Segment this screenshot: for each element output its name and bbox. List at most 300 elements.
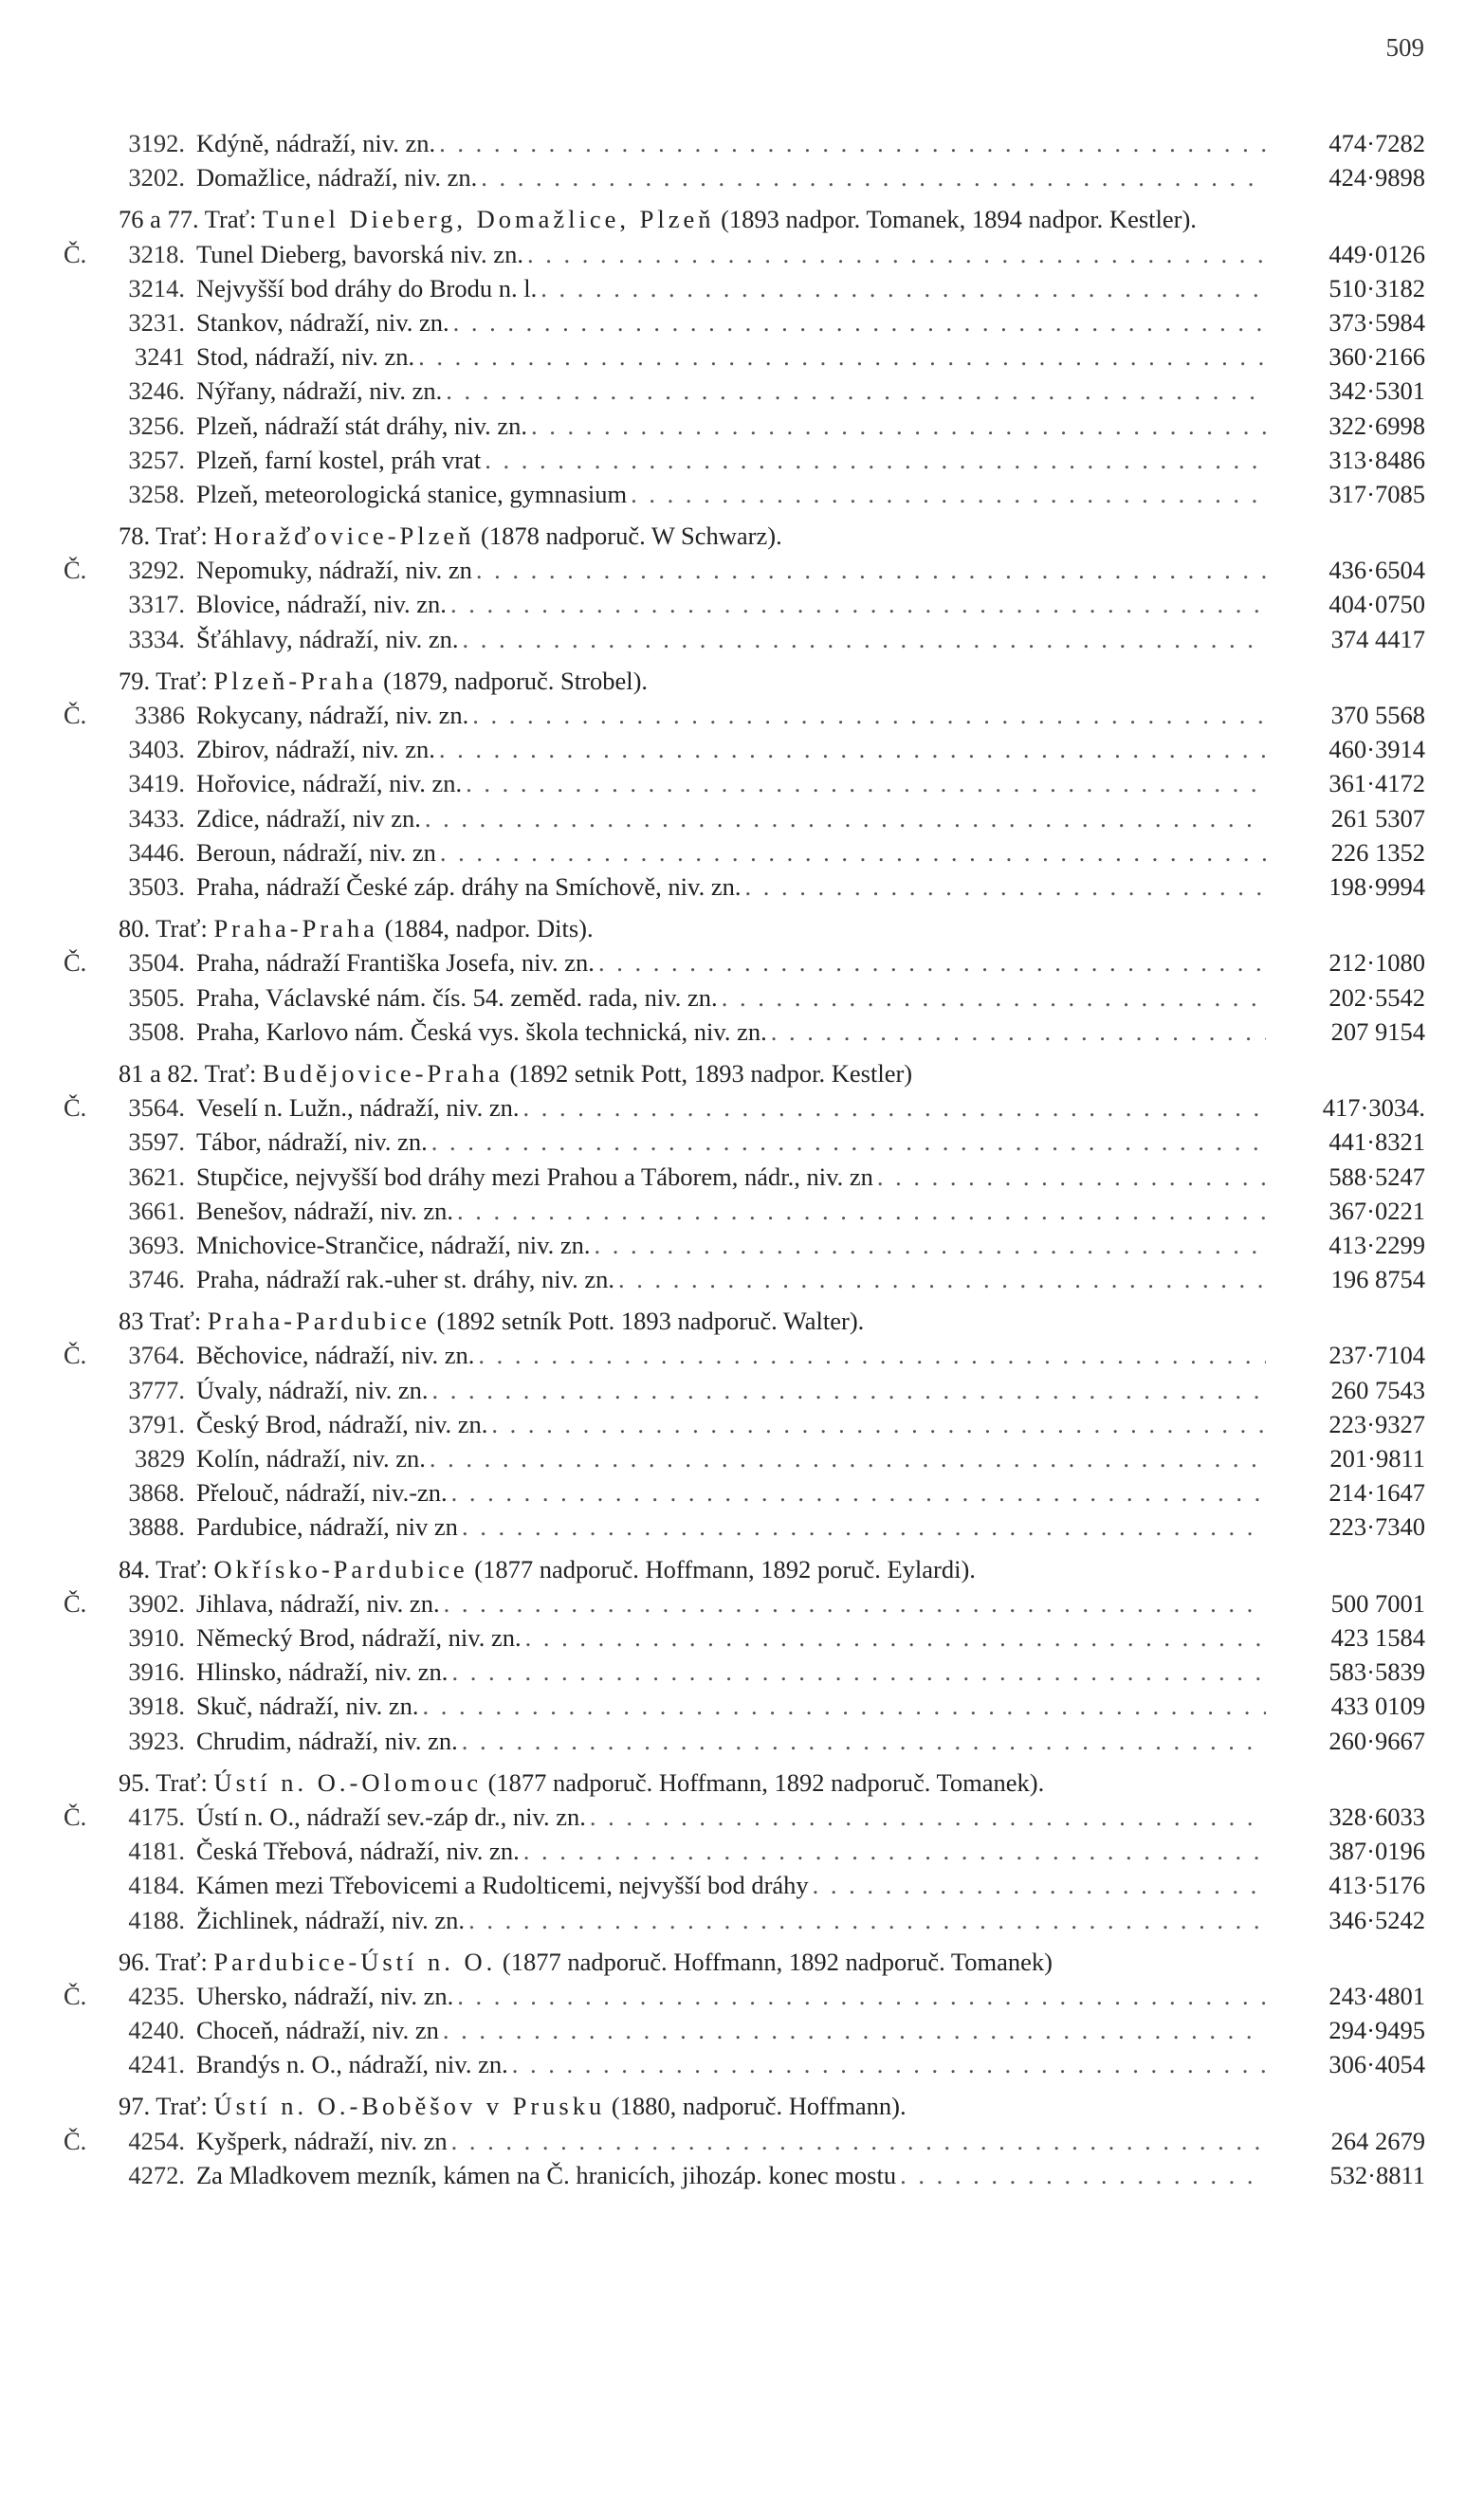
benchmark-id <box>62 945 196 979</box>
benchmark-id <box>62 2013 196 2047</box>
leader-dots <box>448 1655 1266 1689</box>
benchmark-number: 4181. <box>128 1837 185 1866</box>
benchmark-id <box>62 1868 196 1902</box>
benchmark-prefix: Č. <box>64 1588 87 1618</box>
route-section <box>62 1304 1425 1544</box>
benchmark-row <box>62 160 1425 194</box>
leader-dots <box>419 1689 1266 1723</box>
route-label: Trať: <box>204 205 257 234</box>
benchmark-location: Nepomuky, nádraží, niv. zn <box>196 556 472 585</box>
route-name: Praha-Praha <box>213 914 378 943</box>
benchmark-location: Zbirov, nádraží, niv. zn. <box>196 735 435 764</box>
benchmark-location: Praha, nádraží Františka Josefa, niv. zn. <box>196 948 595 978</box>
benchmark-id <box>62 1228 196 1262</box>
route-number: 95. <box>119 1767 151 1797</box>
elevation-value: 223·7340 <box>1328 1512 1425 1542</box>
benchmark-number: 4254. <box>128 2126 185 2155</box>
benchmark-row <box>62 1620 1425 1655</box>
benchmark-id <box>62 237 196 271</box>
route-number: 79. <box>119 666 151 695</box>
benchmark-location: Rokycany, nádraží, niv. zn. <box>196 701 469 730</box>
benchmark-location: Mnichovice-Strančice, nádraží, niv. zn. <box>196 1230 591 1259</box>
benchmark-number: 3504. <box>128 948 185 978</box>
route-section <box>62 202 1425 511</box>
route-heading <box>62 1766 1425 1800</box>
elevation-value: 449·0126 <box>1328 239 1425 268</box>
route-section <box>62 1552 1425 1758</box>
benchmark-id <box>62 1586 196 1620</box>
elevation-value: 214·1647 <box>1328 1478 1425 1508</box>
route-label: Trať: <box>156 666 208 695</box>
benchmark-location: Brandýs n. O., nádraží, niv. zn. <box>196 2050 508 2079</box>
leader-dots <box>873 1160 1266 1194</box>
benchmark-id <box>62 1689 196 1723</box>
benchmark-location: Zdice, nádraží, niv zn. <box>196 803 421 833</box>
route-name: Plzeň-Praha <box>213 666 377 695</box>
benchmark-id <box>62 2124 196 2158</box>
elevation-value: 196 8754 <box>1330 1265 1425 1294</box>
elevation-value: 510·3182 <box>1328 273 1425 302</box>
leader-dots <box>767 1015 1266 1049</box>
route-heading <box>62 202 1425 236</box>
benchmark-number: 4188. <box>128 1905 185 1934</box>
benchmark-number: 3192. <box>128 129 185 157</box>
elevation-value: 328·6033 <box>1328 1802 1425 1831</box>
benchmark-prefix: Č. <box>64 1341 87 1370</box>
benchmark-id <box>62 980 196 1015</box>
benchmark-id <box>62 1125 196 1159</box>
route-name: Tunel Dieberg, Domažlice, Plzeň <box>262 205 715 234</box>
benchmark-row <box>62 1228 1425 1262</box>
benchmark-row <box>62 766 1425 800</box>
leader-dots <box>896 2158 1266 2192</box>
benchmark-row <box>62 1655 1425 1689</box>
benchmark-row <box>62 339 1425 374</box>
leader-dots <box>453 1979 1266 2013</box>
benchmark-location: Chrudim, nádraží, niv. zn. <box>196 1726 458 1755</box>
elevation-value: 583·5839 <box>1328 1657 1425 1687</box>
benchmark-location: Úvaly, nádraží, niv. zn. <box>196 1375 429 1404</box>
benchmark-number: 3923. <box>128 1726 185 1755</box>
elevation-value: 413·5176 <box>1328 1871 1425 1900</box>
route-label: Trať: <box>156 2092 208 2121</box>
benchmark-row <box>62 732 1425 766</box>
elevation-value: 294·9495 <box>1328 2016 1425 2045</box>
benchmark-row <box>62 1441 1425 1475</box>
elevation-value: 460·3914 <box>1328 735 1425 764</box>
benchmark-row <box>62 1090 1425 1125</box>
benchmark-row <box>62 945 1425 979</box>
benchmark-number: 3202. <box>128 163 185 192</box>
benchmark-row <box>62 698 1425 732</box>
route-section <box>62 519 1425 656</box>
benchmark-location: Hořovice, nádraží, niv. zn. <box>196 769 463 798</box>
elevation-value: 423 1584 <box>1330 1622 1425 1652</box>
benchmark-row <box>62 587 1425 621</box>
benchmark-id <box>62 1979 196 2013</box>
benchmark-row <box>62 305 1425 339</box>
benchmark-id <box>62 305 196 339</box>
benchmark-row <box>62 835 1425 869</box>
elevation-value: 370 5568 <box>1330 701 1425 730</box>
elevation-value: 346·5242 <box>1328 1905 1425 1934</box>
leader-dots <box>595 945 1266 979</box>
benchmark-location: Benešov, nádraží, niv. zn. <box>196 1196 454 1225</box>
benchmark-id <box>62 801 196 835</box>
leader-dots <box>520 1834 1266 1868</box>
route-label: Trať: <box>156 522 208 551</box>
benchmark-id <box>62 1194 196 1228</box>
elevation-value: 322·6998 <box>1328 411 1425 440</box>
benchmark-id <box>62 1620 196 1655</box>
route-number: 76 a 77. <box>119 205 199 234</box>
benchmark-id <box>62 587 196 621</box>
benchmark-number: 3661. <box>128 1196 185 1225</box>
route-name: Praha-Pardubice <box>207 1307 431 1336</box>
benchmark-number: 3214. <box>128 273 185 302</box>
elevation-value: 436·6504 <box>1328 556 1425 585</box>
elevation-value: 360·2166 <box>1328 342 1425 372</box>
benchmark-location: Choceň, nádraží, niv. zn <box>196 2016 439 2045</box>
benchmark-list <box>62 126 1425 2192</box>
benchmark-id <box>62 1338 196 1372</box>
benchmark-prefix: Č. <box>64 701 87 730</box>
benchmark-id <box>62 1160 196 1194</box>
benchmark-location: Skuč, nádraží, niv. zn. <box>196 1692 419 1721</box>
leader-dots <box>414 339 1266 374</box>
route-label: Trať: <box>149 1307 202 1336</box>
benchmark-location: Stupčice, nejvyšší bod dráhy mezi Prahou a Táborem, nádr., niv. zn <box>196 1162 873 1191</box>
benchmark-row <box>62 409 1425 443</box>
elevation-value: 387·0196 <box>1328 1837 1425 1866</box>
benchmark-number: 4272. <box>128 2160 185 2189</box>
benchmark-id <box>62 126 196 160</box>
benchmark-prefix: Č. <box>64 948 87 978</box>
benchmark-number: 4184. <box>128 1871 185 1900</box>
benchmark-number: 3902. <box>128 1588 185 1618</box>
benchmark-id <box>62 443 196 477</box>
route-note: (1878 nadporuč. W Schwarz). <box>481 522 782 551</box>
benchmark-id <box>62 622 196 656</box>
benchmark-row <box>62 1979 1425 2013</box>
benchmark-number: 3256. <box>128 411 185 440</box>
benchmark-row <box>62 2158 1425 2192</box>
route-note: (1892 setník Pott. 1893 nadporuč. Walter). <box>436 1307 865 1336</box>
route-heading <box>62 1304 1425 1338</box>
route-number: 78. <box>119 522 151 551</box>
benchmark-row <box>62 1475 1425 1510</box>
benchmark-row <box>62 1724 1425 1758</box>
route-note: (1893 nadpor. Tomanek, 1894 nadpor. Kestler). <box>721 205 1197 234</box>
route-number: 84. <box>119 1554 151 1583</box>
benchmark-id <box>62 1903 196 1937</box>
route-heading <box>62 664 1425 698</box>
leader-dots <box>458 622 1266 656</box>
leader-dots <box>718 980 1266 1015</box>
benchmark-id <box>62 1655 196 1689</box>
elevation-value: 260 7543 <box>1330 1375 1425 1404</box>
benchmark-row <box>62 980 1425 1015</box>
elevation-value: 441·8321 <box>1328 1127 1425 1157</box>
benchmark-number: 4241. <box>128 2050 185 2079</box>
benchmark-row <box>62 1373 1425 1407</box>
benchmark-row <box>62 2124 1425 2158</box>
leader-dots <box>522 1620 1266 1655</box>
elevation-value: 226 1352 <box>1330 837 1425 867</box>
route-heading <box>62 1552 1425 1586</box>
benchmark-id <box>62 160 196 194</box>
elevation-value: 223·9327 <box>1328 1409 1425 1438</box>
benchmark-row <box>62 869 1425 904</box>
benchmark-number: 3693. <box>128 1230 185 1259</box>
route-section <box>62 2089 1425 2192</box>
route-name: Ústí n. O.-Olomouc <box>213 1767 482 1797</box>
leader-dots <box>458 1510 1266 1544</box>
elevation-value: 207 9154 <box>1330 1016 1425 1046</box>
route-heading <box>62 1945 1425 1979</box>
leader-dots <box>627 477 1266 511</box>
route-label: Trať: <box>156 1767 208 1797</box>
leader-dots <box>472 553 1266 587</box>
benchmark-row <box>62 1194 1425 1228</box>
leader-dots <box>442 374 1266 408</box>
benchmark-row <box>62 1125 1425 1159</box>
leader-dots <box>458 1724 1266 1758</box>
benchmark-number: 3334. <box>128 624 185 653</box>
elevation-value: 306·4054 <box>1328 2050 1425 2079</box>
leader-dots <box>487 1407 1266 1441</box>
benchmark-row <box>62 1015 1425 1049</box>
benchmark-prefix: Č. <box>64 1802 87 1831</box>
benchmark-id <box>62 1262 196 1296</box>
benchmark-number: 4240. <box>128 2016 185 2045</box>
route-name: Budějovice-Praha <box>262 1058 504 1088</box>
benchmark-id <box>62 1800 196 1834</box>
leader-dots <box>741 869 1266 904</box>
benchmark-id <box>62 271 196 305</box>
leader-dots <box>436 835 1266 869</box>
benchmark-id <box>62 1373 196 1407</box>
benchmark-number: 4175. <box>128 1802 185 1831</box>
benchmark-location: Kyšperk, nádraží, niv. zn <box>196 2126 448 2155</box>
benchmark-number: 3292. <box>128 556 185 585</box>
benchmark-location: Šťáhlavy, nádraží, niv. zn. <box>196 624 459 653</box>
leader-dots <box>448 2124 1266 2158</box>
route-section <box>62 126 1425 194</box>
route-heading <box>62 911 1425 945</box>
benchmark-location: Beroun, nádraží, niv. zn <box>196 837 436 867</box>
leader-dots <box>591 1228 1267 1262</box>
route-number: 80. <box>119 914 151 943</box>
leader-dots <box>468 698 1266 732</box>
benchmark-row <box>62 1407 1425 1441</box>
leader-dots <box>519 1090 1266 1125</box>
benchmark-row <box>62 1800 1425 1834</box>
elevation-value: 413·2299 <box>1328 1230 1425 1259</box>
benchmark-row <box>62 1868 1425 1902</box>
benchmark-prefix: Č. <box>64 239 87 268</box>
leader-dots <box>421 801 1266 835</box>
benchmark-location: Za Mladkovem mezník, kámen na Č. hranicích, jihozáp. konec mostu <box>196 2160 897 2189</box>
benchmark-number: 3386 <box>135 701 185 730</box>
route-number: 97. <box>119 2092 151 2121</box>
benchmark-id <box>62 835 196 869</box>
benchmark-row <box>62 1338 1425 1372</box>
route-label: Trať: <box>204 1058 257 1088</box>
route-number: 96. <box>119 1947 151 1976</box>
benchmark-number: 3918. <box>128 1692 185 1721</box>
benchmark-number: 3505. <box>128 982 185 1012</box>
leader-dots <box>508 2047 1266 2081</box>
route-note: (1877 nadporuč. Hoffmann, 1892 nadporuč. Tomanek) <box>502 1947 1053 1976</box>
benchmark-number: 3597. <box>128 1127 185 1157</box>
benchmark-number: 3258. <box>128 479 185 508</box>
route-note: (1879, nadporuč. Strobel). <box>383 666 649 695</box>
elevation-value: 532·8811 <box>1329 2160 1425 2189</box>
benchmark-row <box>62 801 1425 835</box>
benchmark-location: Domažlice, nádraží, niv. zn. <box>196 163 478 192</box>
elevation-value: 313·8486 <box>1328 445 1425 474</box>
elevation-value: 201·9811 <box>1329 1444 1425 1473</box>
elevation-value: 417·3034. <box>1322 1093 1425 1123</box>
elevation-value: 404·0750 <box>1328 590 1425 619</box>
route-section <box>62 1056 1425 1296</box>
leader-dots <box>477 160 1266 194</box>
benchmark-number: 3257. <box>128 445 185 474</box>
leader-dots <box>429 1373 1266 1407</box>
benchmark-row <box>62 1903 1425 1937</box>
route-label: Trať: <box>156 1947 208 1976</box>
benchmark-location: Český Brod, nádraží, niv. zn. <box>196 1409 488 1438</box>
route-number: 83 <box>119 1307 144 1336</box>
benchmark-number: 3446. <box>128 837 185 867</box>
leader-dots <box>435 732 1266 766</box>
route-heading <box>62 519 1425 553</box>
benchmark-number: 3246. <box>128 376 185 406</box>
leader-dots <box>537 271 1266 305</box>
leader-dots <box>474 1338 1266 1372</box>
elevation-value: 588·5247 <box>1328 1162 1425 1191</box>
benchmark-number: 3916. <box>128 1657 185 1687</box>
elevation-value: 212·1080 <box>1328 948 1425 978</box>
benchmark-location: Kdýně, nádraží, niv. zn. <box>196 129 436 157</box>
benchmark-row <box>62 2047 1425 2081</box>
benchmark-location: Česká Třebová, nádraží, niv. zn. <box>196 1837 520 1866</box>
elevation-value: 424·9898 <box>1328 163 1425 192</box>
elevation-value: 260·9667 <box>1328 1726 1425 1755</box>
benchmark-number: 3621. <box>128 1162 185 1191</box>
benchmark-location: Kámen mezi Třebovicemi a Rudolticemi, nejvyšší bod dráhy <box>196 1871 809 1900</box>
route-heading <box>62 2089 1425 2123</box>
benchmark-row <box>62 477 1425 511</box>
leader-dots <box>440 1586 1266 1620</box>
benchmark-location: Stod, nádraží, niv. zn. <box>196 342 415 372</box>
route-name: Okřísko-Pardubice <box>213 1554 468 1583</box>
benchmark-location: Pardubice, nádraží, niv zn <box>196 1512 458 1542</box>
elevation-value: 367·0221 <box>1328 1196 1425 1225</box>
benchmark-id <box>62 374 196 408</box>
benchmark-location: Německý Brod, nádraží, niv. zn. <box>196 1622 522 1652</box>
benchmark-number: 3231. <box>128 307 185 337</box>
benchmark-id <box>62 2158 196 2192</box>
route-number: 81 a 82. <box>119 1058 199 1088</box>
leader-dots <box>614 1262 1266 1296</box>
benchmark-id <box>62 339 196 374</box>
benchmark-location: Blovice, nádraží, niv. zn. <box>196 590 447 619</box>
route-section <box>62 664 1425 904</box>
elevation-value: 202·5542 <box>1328 982 1425 1012</box>
elevation-value: 500 7001 <box>1330 1588 1425 1618</box>
elevation-value: 317·7085 <box>1328 479 1425 508</box>
benchmark-location: Veselí n. Lužn., nádraží, niv. zn. <box>196 1093 520 1123</box>
benchmark-location: Jihlava, nádraží, niv. zn. <box>196 1588 440 1618</box>
elevation-value: 264 2679 <box>1330 2126 1425 2155</box>
elevation-value: 261 5307 <box>1330 803 1425 833</box>
leader-dots <box>462 766 1266 800</box>
benchmark-row <box>62 443 1425 477</box>
leader-dots <box>435 126 1266 160</box>
route-heading <box>62 1056 1425 1090</box>
leader-dots <box>426 1441 1266 1475</box>
elevation-value: 361·4172 <box>1328 769 1425 798</box>
benchmark-location: Praha, nádraží rak.-uher st. dráhy, niv. zn. <box>196 1265 615 1294</box>
benchmark-id <box>62 477 196 511</box>
benchmark-number: 3764. <box>128 1341 185 1370</box>
benchmark-number: 3777. <box>128 1375 185 1404</box>
benchmark-row <box>62 622 1425 656</box>
route-note: (1877 nadporuč. Hoffmann, 1892 poruč. Eylardi). <box>474 1554 976 1583</box>
benchmark-location: Žichlinek, nádraží, niv. zn. <box>196 1905 466 1934</box>
benchmark-location: Praha, Karlovo nám. Česká vys. škola technická, niv. zn. <box>196 1016 767 1046</box>
benchmark-row <box>62 1586 1425 1620</box>
leader-dots <box>447 587 1266 621</box>
benchmark-prefix: Č. <box>64 1981 87 2010</box>
benchmark-location: Běchovice, nádraží, niv. zn. <box>196 1341 475 1370</box>
route-section <box>62 1766 1425 1937</box>
benchmark-location: Nýřany, nádraží, niv. zn. <box>196 376 443 406</box>
benchmark-id <box>62 553 196 587</box>
benchmark-location: Kolín, nádraží, niv. zn. <box>196 1444 426 1473</box>
benchmark-number: 3419. <box>128 769 185 798</box>
benchmark-row <box>62 553 1425 587</box>
benchmark-number: 3508. <box>128 1016 185 1046</box>
benchmark-id <box>62 766 196 800</box>
benchmark-number: 3317. <box>128 590 185 619</box>
benchmark-location: Ústí n. O., nádraží sev.-záp dr., niv. zn. <box>196 1802 586 1831</box>
page-number: 509 <box>1385 33 1424 62</box>
leader-dots <box>523 237 1266 271</box>
benchmark-id <box>62 1475 196 1510</box>
benchmark-id <box>62 1015 196 1049</box>
benchmark-location: Plzeň, farní kostel, práh vrat <box>196 445 482 474</box>
benchmark-id <box>62 409 196 443</box>
benchmark-id <box>62 732 196 766</box>
route-note: (1884, nadpor. Dits). <box>384 914 594 943</box>
benchmark-location: Stankov, nádraží, niv. zn. <box>196 307 449 337</box>
leader-dots <box>449 305 1266 339</box>
benchmark-number: 3218. <box>128 239 185 268</box>
route-section <box>62 911 1425 1049</box>
benchmark-location: Plzeň, meteorologická stanice, gymnasium <box>196 479 628 508</box>
elevation-value: 198·9994 <box>1328 871 1425 901</box>
benchmark-number: 3746. <box>128 1265 185 1294</box>
benchmark-prefix: Č. <box>64 1093 87 1123</box>
benchmark-number: 3433. <box>128 803 185 833</box>
benchmark-id <box>62 1834 196 1868</box>
leader-dots <box>453 1194 1266 1228</box>
benchmark-row <box>62 1834 1425 1868</box>
elevation-value: 237·7104 <box>1328 1341 1425 1370</box>
